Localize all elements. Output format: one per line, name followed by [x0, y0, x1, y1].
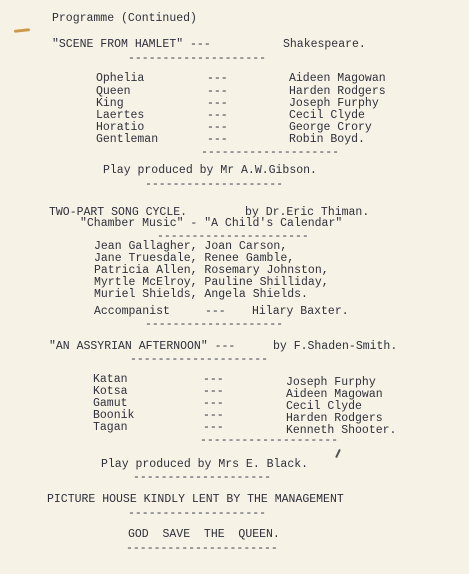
cast-actor: Aideen Magowan — [286, 388, 383, 401]
singers-line: Jean Gallagher, Joan Carson, — [94, 240, 288, 253]
song-rule: ---------------------- — [157, 230, 309, 243]
cast-sep: --- — [207, 109, 228, 122]
cast-sep: --- — [203, 385, 224, 398]
cast-actor: Harden Rodgers — [286, 412, 383, 425]
cast-sep: --- — [207, 72, 228, 85]
cast-role: Katan — [93, 373, 128, 386]
cast-sep: --- — [203, 409, 224, 422]
cast-actor: Cecil Clyde — [289, 109, 365, 122]
thanks-line: PICTURE HOUSE KINDLY LENT BY THE MANAGEMENT — [47, 493, 344, 506]
anthem-line: GOD SAVE THE QUEEN. — [128, 528, 280, 541]
footer-rule: -------------------- — [128, 507, 267, 520]
cast-actor: Joseph Furphy — [289, 97, 379, 110]
song-subtitle: "Chamber Music" - "A Child's Calendar" — [80, 217, 343, 230]
cast-role: Kotsa — [93, 385, 128, 398]
assyrian-author: by F.Shaden-Smith. — [273, 340, 398, 353]
hamlet-author: Shakespeare. — [283, 38, 366, 51]
cast-role: Gentleman — [96, 133, 159, 146]
singers-line: Myrtle McElroy, Pauline Shilliday, — [94, 276, 329, 289]
cast-sep: --- — [207, 97, 228, 110]
cast-sep: --- — [203, 373, 224, 386]
accompanist-label: Accompanist — [94, 305, 170, 318]
cast-role: Queen — [96, 85, 131, 98]
assyrian-rule: -------------------- — [130, 353, 269, 366]
hamlet-rule: -------------------- — [201, 146, 340, 159]
accompanist-sep: --- — [205, 305, 226, 318]
cast-sep: --- — [207, 85, 228, 98]
cast-sep: --- — [203, 421, 224, 434]
cast-actor: Joseph Furphy — [286, 376, 376, 389]
footer-rule: ---------------------- — [126, 542, 278, 555]
singers-line: Jane Truesdale, Renee Gamble, — [94, 252, 295, 265]
hamlet-producer: Play produced by Mr A.W.Gibson. — [103, 164, 317, 177]
cast-actor: Aideen Magowan — [289, 72, 386, 85]
song-title: TWO-PART SONG CYCLE. — [49, 206, 188, 219]
assyrian-rule: -------------------- — [200, 434, 339, 447]
cast-role: Gamut — [93, 397, 128, 410]
cast-sep: --- — [207, 133, 228, 146]
hamlet-rule: -------------------- — [145, 178, 284, 191]
cast-actor: Kenneth Shooter. — [286, 424, 397, 437]
cast-role: Ophelia — [96, 72, 145, 85]
song-composer: by Dr.Eric Thiman. — [245, 206, 370, 219]
cast-sep: --- — [207, 121, 228, 134]
singers-line: Muriel Shields, Angela Shields. — [94, 288, 308, 301]
hamlet-title: "SCENE FROM HAMLET" --- — [52, 38, 211, 51]
cast-actor: George Crory — [289, 121, 372, 134]
cast-actor: Harden Rodgers — [289, 85, 386, 98]
assyrian-rule: -------------------- — [133, 471, 272, 484]
cast-role: Horatio — [96, 121, 145, 134]
assyrian-title: "AN ASSYRIAN AFTERNOON" --- — [49, 340, 236, 353]
cast-actor: Robin Boyd. — [289, 133, 365, 146]
hamlet-rule: -------------------- — [128, 52, 267, 65]
assyrian-producer: Play produced by Mrs E. Black. — [101, 458, 309, 471]
cast-role: Tagan — [93, 421, 128, 434]
cast-actor: Cecil Clyde — [286, 400, 362, 413]
cast-role: Laertes — [96, 109, 145, 122]
song-rule: -------------------- — [145, 318, 284, 331]
ink-tick — [335, 449, 341, 458]
accompanist-name: Hilary Baxter. — [252, 305, 349, 318]
cast-role: Boonik — [93, 409, 135, 422]
page-header: Programme (Continued) — [52, 12, 197, 25]
cast-role: King — [96, 97, 124, 110]
singers-line: Patricia Allen, Rosemary Johnston, — [94, 264, 329, 277]
pencil-mark — [14, 28, 30, 33]
cast-sep: --- — [203, 397, 224, 410]
